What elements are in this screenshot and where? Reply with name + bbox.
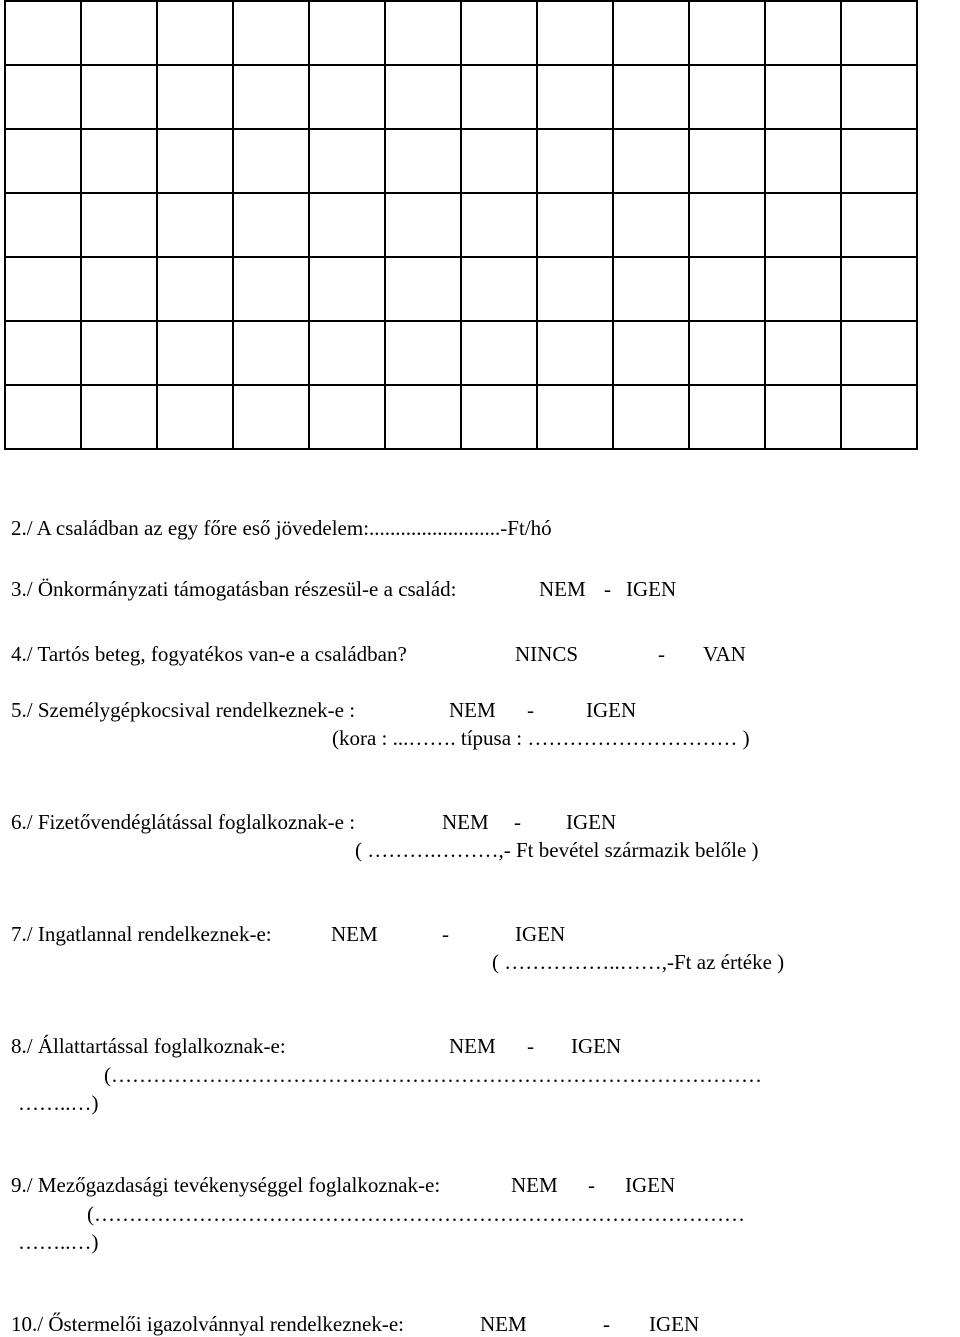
grid-cell xyxy=(461,193,537,257)
grid-cell xyxy=(689,257,765,321)
q8-detail-2: ……..…) xyxy=(18,1091,99,1115)
grid-cell xyxy=(689,1,765,65)
grid-cell xyxy=(537,257,613,321)
grid-cell xyxy=(309,193,385,257)
q9-prefix: 9./ Mezőgazdasági tevékenységgel foglalkoznak-e: xyxy=(11,1173,441,1197)
grid-cell xyxy=(461,257,537,321)
grid-cell xyxy=(689,321,765,385)
grid-cell xyxy=(5,385,81,449)
q4-option-no: NINCS xyxy=(515,642,579,666)
grid-cell xyxy=(537,321,613,385)
grid-cell xyxy=(613,1,689,65)
grid-row xyxy=(5,193,917,257)
grid-cell xyxy=(309,1,385,65)
grid-cell xyxy=(309,321,385,385)
q9-detail-line-1 xyxy=(87,1202,958,1226)
grid-cell xyxy=(461,65,537,129)
grid-cell xyxy=(233,129,309,193)
grid-cell xyxy=(5,257,81,321)
grid-cell xyxy=(689,193,765,257)
grid-row xyxy=(5,65,917,129)
grid-cell xyxy=(689,65,765,129)
grid-cell xyxy=(385,129,461,193)
q7-option-no: NEM xyxy=(331,922,378,946)
grid-cell xyxy=(385,257,461,321)
grid-cell xyxy=(841,129,917,193)
q5-detail: (kora : ...……. típusa : ………………………… ) xyxy=(332,726,750,750)
q10-prefix: 10./ Őstermelői igazolvánnyal rendelkeznek-e: xyxy=(11,1312,405,1336)
grid-cell xyxy=(309,129,385,193)
q5-option-no: NEM xyxy=(449,698,496,722)
q8-detail-line-2 xyxy=(18,1091,99,1115)
grid-cell xyxy=(5,193,81,257)
q8-detail-line-1 xyxy=(104,1063,958,1087)
grid-cell xyxy=(233,193,309,257)
question-8 xyxy=(11,1034,622,1058)
grid-cell xyxy=(233,385,309,449)
grid-cell xyxy=(157,129,233,193)
q8-option-yes: IGEN xyxy=(571,1034,622,1058)
q6-option-yes: IGEN xyxy=(566,810,617,834)
q7-detail: ( ……………..……,-Ft az értéke ) xyxy=(492,950,785,974)
grid-cell xyxy=(841,65,917,129)
question-5 xyxy=(11,698,637,722)
q4-dash: - xyxy=(658,642,665,666)
grid-cell xyxy=(157,65,233,129)
grid-cell xyxy=(537,193,613,257)
q8-dash: - xyxy=(527,1034,534,1058)
grid-cell xyxy=(233,1,309,65)
q6-option-no: NEM xyxy=(442,810,489,834)
grid-cell xyxy=(5,321,81,385)
q9-detail-2: ……..…) xyxy=(18,1230,99,1254)
q5-option-yes: IGEN xyxy=(586,698,637,722)
grid-cell xyxy=(537,385,613,449)
grid-cell xyxy=(613,321,689,385)
q4-option-yes: VAN xyxy=(703,642,746,666)
grid-row xyxy=(5,129,917,193)
q3-option-no: NEM xyxy=(539,577,586,601)
q7-option-yes: IGEN xyxy=(515,922,566,946)
grid-cell xyxy=(233,321,309,385)
q3-dash: - xyxy=(604,577,611,601)
grid-row xyxy=(5,385,917,449)
q6-prefix: 6./ Fizetővendéglátással foglalkoznak-e : xyxy=(11,810,356,834)
q10-option-yes: IGEN xyxy=(649,1312,700,1336)
q9-detail-1: (………………………………………………………………………………… xyxy=(87,1202,745,1226)
grid-cell xyxy=(461,1,537,65)
q6-detail-line xyxy=(355,838,759,862)
q8-detail-1: (………………………………………………………………………………… xyxy=(104,1063,762,1087)
grid-cell xyxy=(765,1,841,65)
grid-cell xyxy=(385,65,461,129)
grid-cell xyxy=(385,1,461,65)
q7-prefix: 7./ Ingatlannal rendelkeznek-e: xyxy=(11,922,272,946)
grid-cell xyxy=(385,321,461,385)
grid-cell xyxy=(613,385,689,449)
q4-prefix: 4./ Tartós beteg, fogyatékos van-e a családban? xyxy=(11,642,407,666)
grid-cell xyxy=(689,385,765,449)
grid-cell xyxy=(157,321,233,385)
grid-cell xyxy=(537,129,613,193)
grid-cell xyxy=(765,193,841,257)
q9-option-yes: IGEN xyxy=(625,1173,676,1197)
grid-cell xyxy=(461,385,537,449)
question-4 xyxy=(11,642,746,666)
grid-cell xyxy=(157,257,233,321)
question-10 xyxy=(11,1312,700,1336)
grid-cell xyxy=(613,193,689,257)
grid-cell xyxy=(81,257,157,321)
grid-row xyxy=(5,257,917,321)
grid-cell xyxy=(841,193,917,257)
grid-cell xyxy=(5,65,81,129)
question-7 xyxy=(11,922,566,946)
grid-cell xyxy=(765,257,841,321)
grid-cell xyxy=(233,257,309,321)
grid-cell xyxy=(841,1,917,65)
grid-cell xyxy=(765,321,841,385)
grid-cell xyxy=(157,193,233,257)
grid-row xyxy=(5,321,917,385)
q8-prefix: 8./ Állattartással foglalkoznak-e: xyxy=(11,1034,286,1058)
grid-cell xyxy=(233,65,309,129)
grid-cell xyxy=(81,321,157,385)
q2-text: 2./ A családban az egy főre eső jövedelem:.........................-Ft/hó xyxy=(11,516,552,540)
q7-dash: - xyxy=(442,922,449,946)
grid-cell xyxy=(5,1,81,65)
grid-cell xyxy=(841,385,917,449)
q3-option-yes: IGEN xyxy=(626,577,677,601)
q5-dash: - xyxy=(527,698,534,722)
grid-cell xyxy=(309,65,385,129)
grid-cell xyxy=(81,65,157,129)
question-3 xyxy=(11,577,677,601)
grid-cell xyxy=(841,321,917,385)
q9-dash: - xyxy=(588,1173,595,1197)
q7-detail-line xyxy=(492,950,784,974)
grid-cell xyxy=(81,129,157,193)
q8-option-no: NEM xyxy=(449,1034,496,1058)
q10-dash: - xyxy=(603,1312,610,1336)
q9-option-no: NEM xyxy=(511,1173,558,1197)
grid-cell xyxy=(537,65,613,129)
grid-cell xyxy=(613,257,689,321)
grid-cell xyxy=(613,129,689,193)
grid-cell xyxy=(5,129,81,193)
grid-cell xyxy=(613,65,689,129)
grid-cell xyxy=(309,385,385,449)
grid-cell xyxy=(157,385,233,449)
grid-row xyxy=(5,1,917,65)
q10-option-no: NEM xyxy=(480,1312,527,1336)
grid-cell xyxy=(841,257,917,321)
q5-prefix: 5./ Személygépkocsival rendelkeznek-e : xyxy=(11,698,356,722)
grid-cell xyxy=(461,321,537,385)
grid-cell xyxy=(765,129,841,193)
grid-cell xyxy=(537,1,613,65)
q9-detail-line-2 xyxy=(18,1230,99,1254)
grid-cell xyxy=(689,129,765,193)
question-2 xyxy=(11,516,552,540)
blank-grid-table xyxy=(4,0,918,450)
grid-cell xyxy=(309,257,385,321)
grid-cell xyxy=(81,1,157,65)
question-6 xyxy=(11,810,617,834)
q5-detail-line xyxy=(332,726,750,750)
grid-cell xyxy=(81,193,157,257)
grid-cell xyxy=(765,65,841,129)
question-9 xyxy=(11,1173,676,1197)
grid-cell xyxy=(157,1,233,65)
grid-cell xyxy=(461,129,537,193)
grid-cell xyxy=(81,385,157,449)
grid-cell xyxy=(765,385,841,449)
q6-dash: - xyxy=(514,810,521,834)
grid-cell xyxy=(385,193,461,257)
grid-cell xyxy=(385,385,461,449)
q3-prefix: 3./ Önkormányzati támogatásban részesül-e a család: xyxy=(11,577,457,601)
q6-detail: ( ……….………,- Ft bevétel származik belőle ) xyxy=(355,838,759,862)
